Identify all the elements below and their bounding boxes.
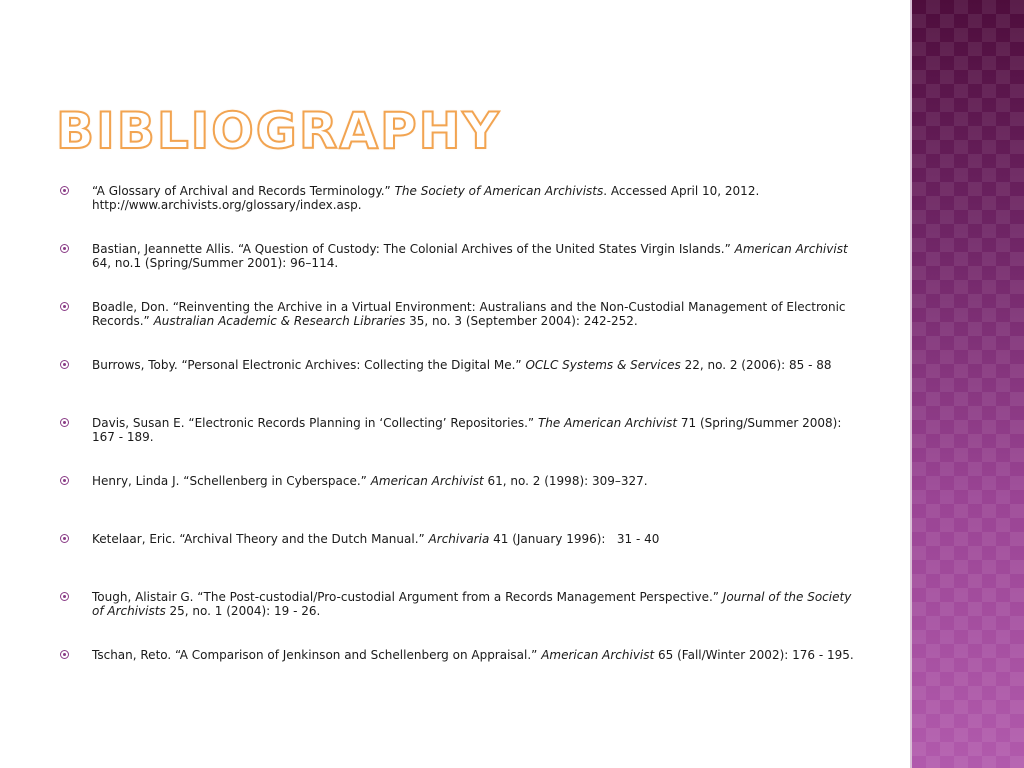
entry-details: 35, no. 3 (September 2004): 242-252. [405, 314, 638, 328]
bibliography-entry [60, 416, 860, 474]
entry-text: Boadle, Don. “Reinventing the Archive in a Virtual Environment: Australians and the Non-Custodial Management of Electronic Records.” [92, 300, 846, 328]
bibliography-entry [60, 184, 860, 242]
circled-dot-icon [60, 650, 69, 659]
entry-source: The Society of American Archivists [394, 184, 604, 198]
circled-dot-icon [60, 186, 69, 195]
entry-text: Tschan, Reto. “A Comparison of Jenkinson and Schellenberg on Appraisal.” [92, 648, 542, 662]
slide-title: BIBLIOGRAPHY [56, 102, 501, 160]
entry-text: Tough, Alistair G. “The Post-custodial/Pro-custodial Argument from a Records Management Perspective.” [92, 590, 723, 604]
entry-details: 61, no. 2 (1998): 309–327. [483, 474, 648, 488]
entry-source: American Archivist [370, 474, 484, 488]
entry-text: Henry, Linda J. “Schellenberg in Cyberspace.” [92, 474, 371, 488]
circled-dot-icon [60, 418, 69, 427]
circled-dot-icon [60, 244, 69, 253]
entry-text: “A Glossary of Archival and Records Terminology.” [92, 184, 395, 198]
bibliography-entry [60, 648, 860, 706]
entry-details: 65 (Fall/Winter 2002): 176 - 195. [654, 648, 854, 662]
bibliography-entry [60, 300, 860, 358]
circled-dot-icon [60, 476, 69, 485]
entry-source: Archivaria [428, 532, 490, 546]
entry-text: Davis, Susan E. “Electronic Records Planning in ‘Collecting’ Repositories.” [92, 416, 538, 430]
circled-dot-icon [60, 302, 69, 311]
entry-source: Australian Academic & Research Libraries [153, 314, 406, 328]
entry-source: Journal of the Society of Archivists [92, 590, 852, 618]
entry-details: 25, no. 1 (2004): 19 - 26. [165, 604, 321, 618]
entry-text: Ketelaar, Eric. “Archival Theory and the Dutch Manual.” [92, 532, 429, 546]
circled-dot-icon [60, 592, 69, 601]
entry-source: The American Archivist [537, 416, 678, 430]
circled-dot-icon [60, 360, 69, 369]
circled-dot-icon [60, 534, 69, 543]
entry-source: American Archivist [541, 648, 655, 662]
entry-details: 64, no.1 (Spring/Summer 2001): 96–114. [92, 256, 339, 270]
bibliography-list [60, 184, 860, 706]
decorative-side-panel [912, 0, 1024, 768]
entry-source: OCLC Systems & Services [525, 358, 681, 372]
bibliography-entry [60, 474, 860, 532]
entry-text: Bastian, Jeannette Allis. “A Question of Custody: The Colonial Archives of the United States Virgin Islands.” [92, 242, 735, 256]
entry-source: American Archivist [734, 242, 848, 256]
bibliography-entry [60, 242, 860, 300]
bibliography-entry [60, 590, 860, 648]
entry-details: 71 (Spring/Summer 2008): 167 - 189. [92, 416, 842, 444]
entry-details: 22, no. 2 (2006): 85 - 88 [680, 358, 832, 372]
entry-details: . Accessed April 10, 2012. http://www.archivists.org/glossary/index.asp. [92, 184, 760, 212]
entry-text: Burrows, Toby. “Personal Electronic Archives: Collecting the Digital Me.” [92, 358, 526, 372]
bibliography-entry [60, 532, 860, 590]
entry-details: 41 (January 1996): 31 - 40 [489, 532, 660, 546]
bibliography-entry [60, 358, 860, 416]
